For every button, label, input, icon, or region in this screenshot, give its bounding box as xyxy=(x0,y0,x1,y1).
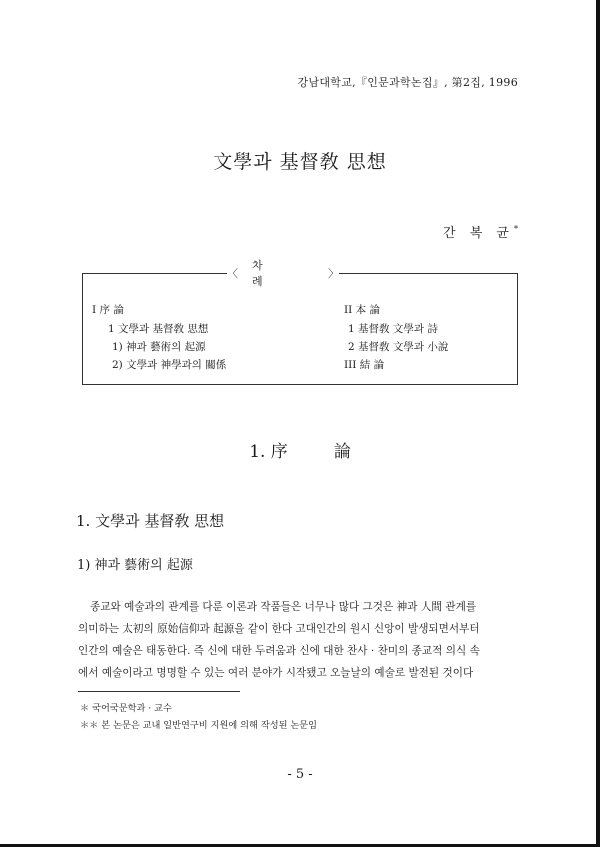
toc-item: 2 基督敎 文學과 小說 xyxy=(348,341,449,353)
scan-edge-right xyxy=(596,0,600,847)
section-heading-number: 1. 序 xyxy=(249,442,288,462)
journal-citation: 강남대학교,『인문과학논집』, 第2집, 1996 xyxy=(297,76,518,89)
toc-item: II 本 論 xyxy=(344,304,380,316)
toc-item: 1 基督敎 文學과 詩 xyxy=(348,323,438,335)
subsection-heading: 1. 文學과 基督敎 思想 xyxy=(76,512,225,530)
toc-title: 차 례 xyxy=(252,259,279,288)
author-footnote-mark: * xyxy=(514,224,518,234)
footnote-divider xyxy=(78,691,240,692)
footnote: ＊＊ 본 논문은 교내 일반연구비 지원에 의해 작성된 논문임 xyxy=(80,720,317,731)
paper-title: 文學과 基督敎 思想 xyxy=(213,151,387,173)
paragraph-line: 종교와 예술과의 관계를 다룬 이론과 작품들은 너무나 많다 그것은 神과 人間 관계를 xyxy=(90,601,477,613)
subsubsection-heading: 1) 神과 藝術의 起源 xyxy=(77,558,193,573)
author-name xyxy=(443,222,518,241)
table-of-contents-heading xyxy=(227,259,339,288)
toc-item: 1) 神과 藝術의 起源 xyxy=(112,341,206,353)
right-angle-icon: 〉 xyxy=(328,267,339,280)
toc-item: 2) 文學과 神學과의 關係 xyxy=(112,359,227,371)
left-angle-icon: 〈 xyxy=(227,267,238,280)
paragraph-line: 의미하는 太初의 原始信仰과 起源을 같이 한다 고대인간의 원시 신앙이 발생되면서부터 xyxy=(78,623,480,635)
paragraph-line: 에서 예술이라고 명명할 수 있는 여러 분야가 시작됐고 오늘날의 예술로 발전된 것이다 xyxy=(78,667,474,679)
section-heading xyxy=(0,437,600,462)
section-heading-word: 論 xyxy=(333,442,351,462)
footnote: ＊ 국어국문학과 · 교수 xyxy=(80,703,172,714)
toc-item: III 結 論 xyxy=(344,359,385,371)
toc-item: I 序 論 xyxy=(92,304,124,316)
author-name-text: 간 복 균 xyxy=(443,226,514,241)
paragraph-line: 인간의 예술은 태동한다. 즉 신에 대한 두려움과 신에 대한 찬사 · 찬미의 종교적 의식 속 xyxy=(78,645,480,657)
page-number: - 5 - xyxy=(287,767,313,782)
toc-item: 1 文學과 基督敎 思想 xyxy=(108,323,209,335)
